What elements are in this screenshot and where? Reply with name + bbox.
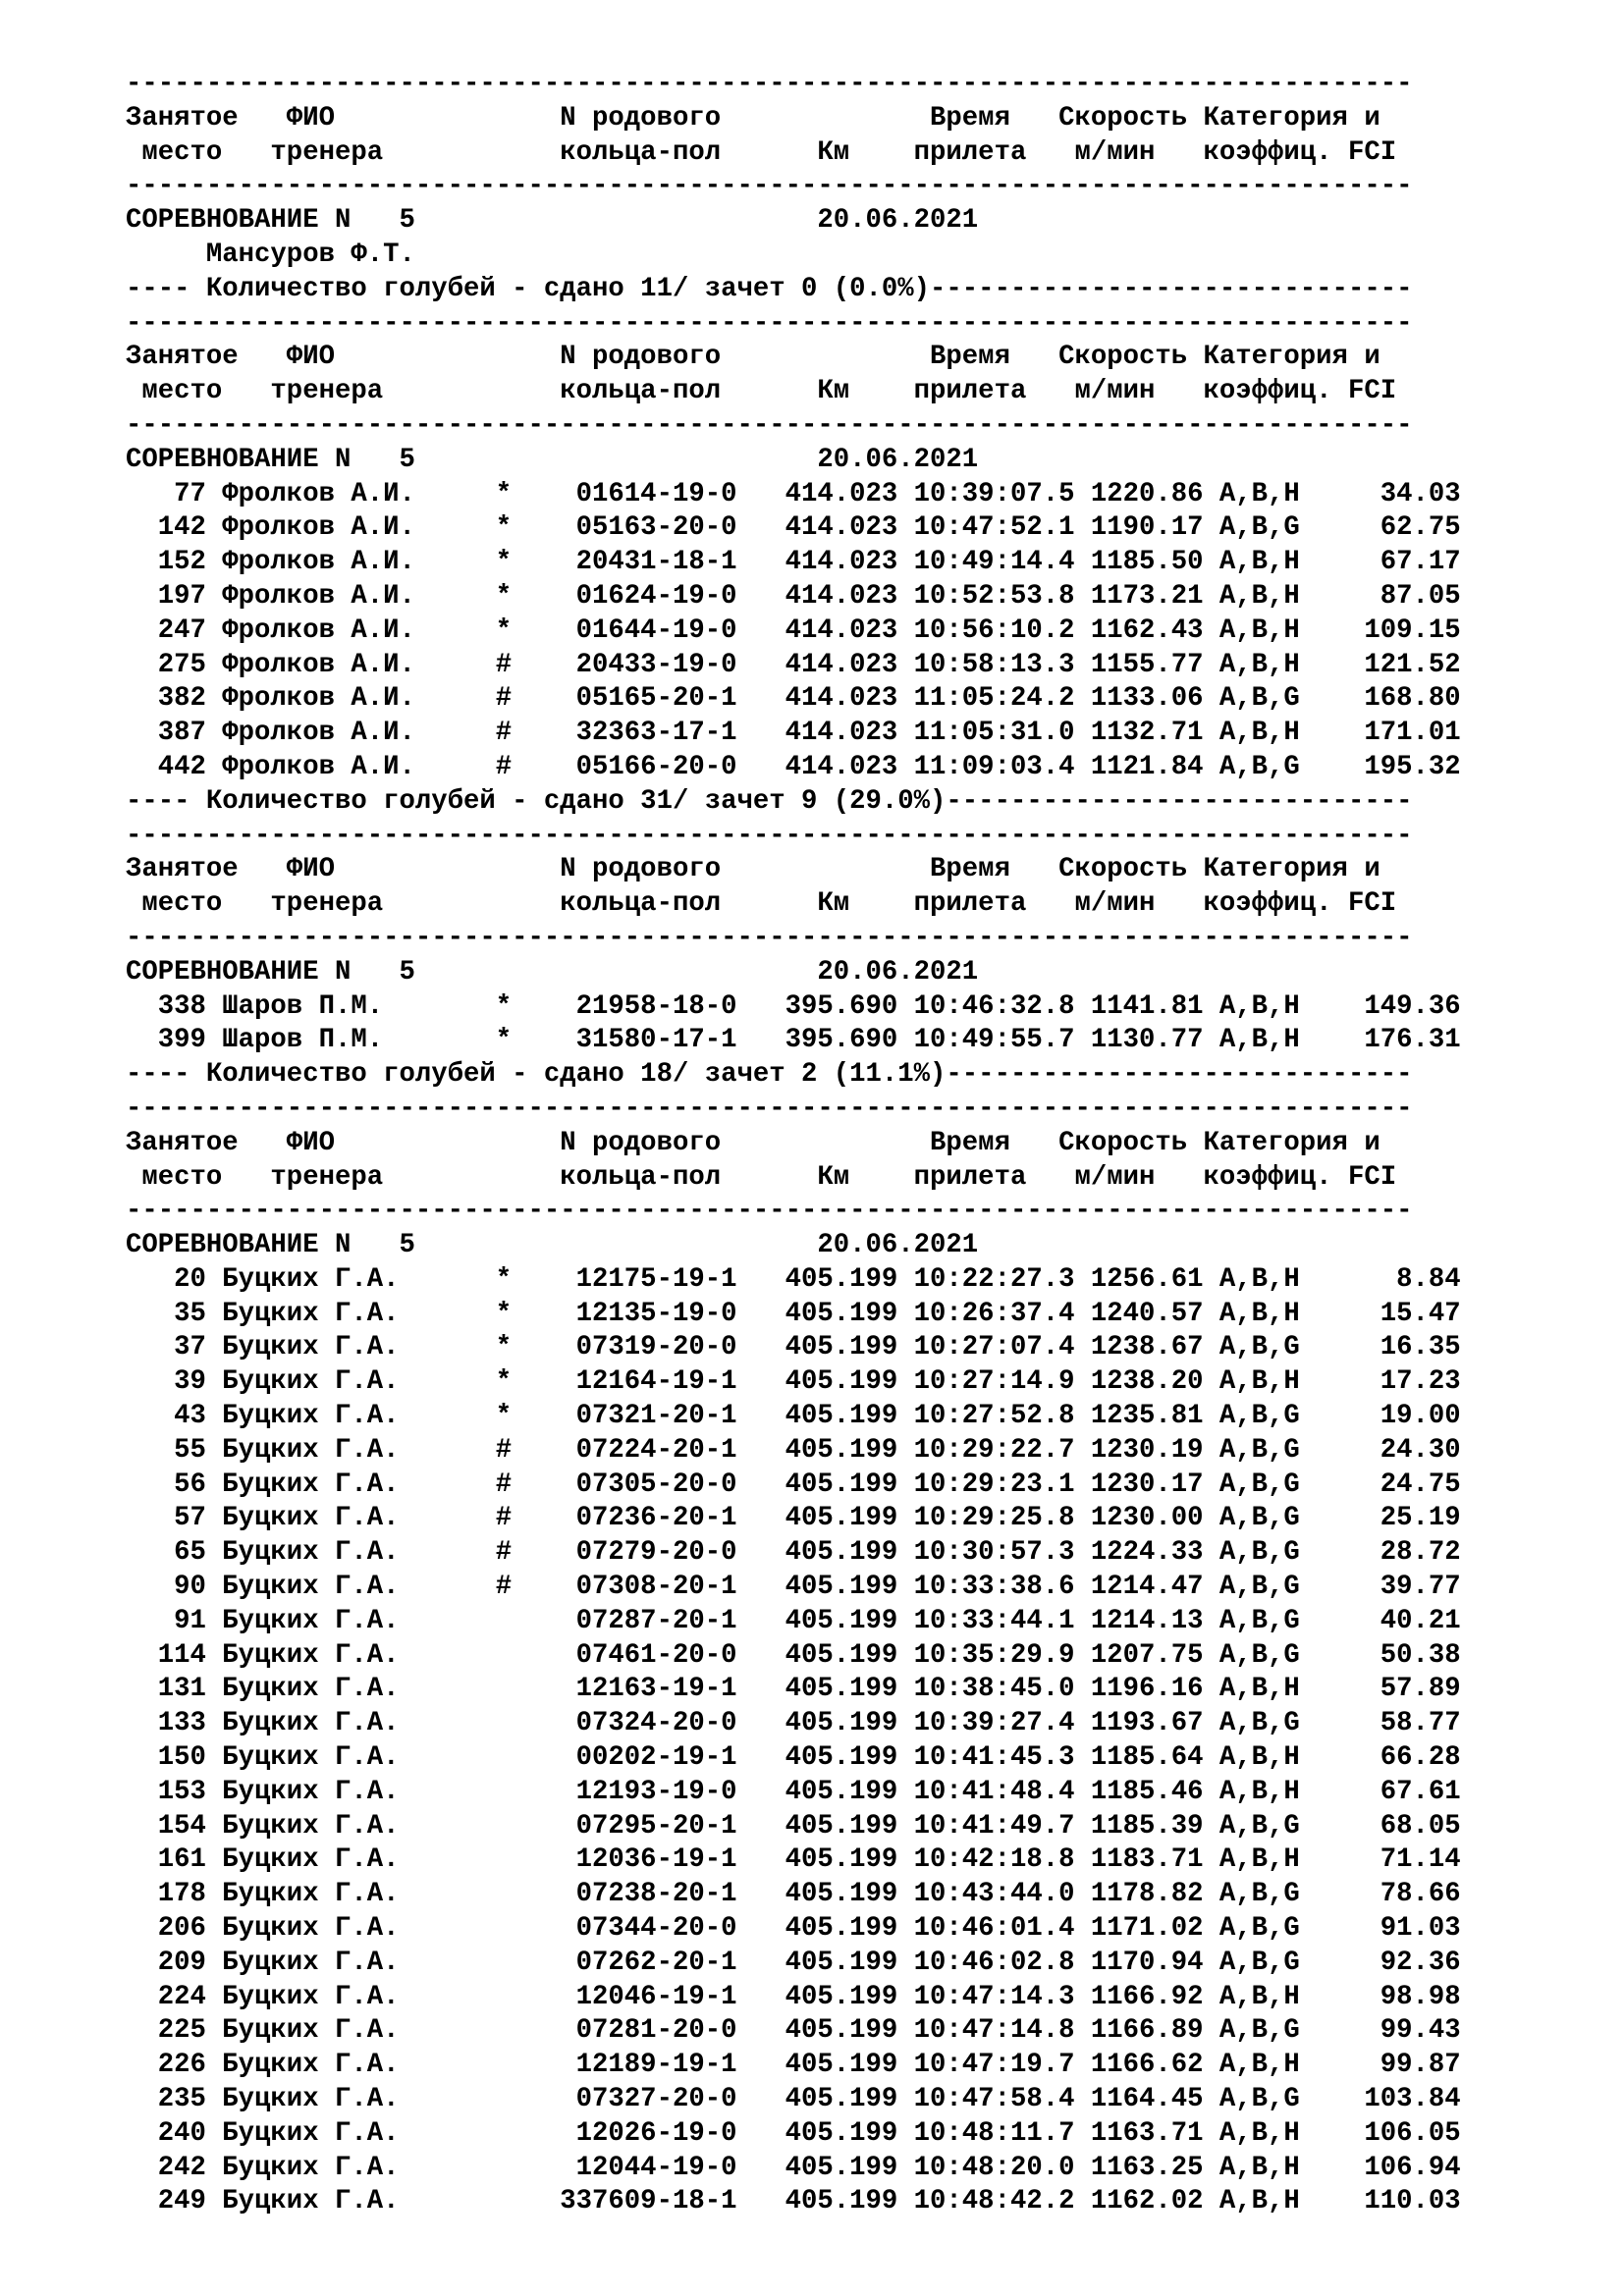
result-row: 206 Буцких Г.А. 07344-20-0 405.199 10:46:01.4 1171.02 A,B,G 91.03: [126, 1913, 1461, 1945]
result-row: 338 Шаров П.М. * 21958-18-0 395.690 10:46:32.8 1141.81 A,B,H 149.36: [126, 990, 1461, 1022]
competition-heading: СОРЕВНОВАНИЕ N 5 20.06.2021: [126, 444, 979, 475]
result-row: 39 Буцких Г.А. * 12164-19-1 405.199 10:27:14.9 1238.20 A,B,H 17.23: [126, 1366, 1461, 1398]
result-row: 382 Фролков А.И. # 05165-20-1 414.023 11:05:24.2 1133.06 A,B,G 168.80: [126, 683, 1461, 715]
result-row: 235 Буцких Г.А. 07327-20-0 405.199 10:47:58.4 1164.45 A,B,G 103.84: [126, 2084, 1461, 2115]
result-row: 133 Буцких Г.А. 07324-20-0 405.199 10:39:27.4 1193.67 A,B,G 58.77: [126, 1708, 1461, 1739]
result-row: 225 Буцких Г.А. 07281-20-0 405.199 10:47:14.8 1166.89 A,B,G 99.43: [126, 2015, 1461, 2047]
separator-line: --------------------------------------------------------------------------------: [126, 1196, 1413, 1227]
result-row: 226 Буцких Г.А. 12189-19-1 405.199 10:47:19.7 1166.62 A,B,H 99.87: [126, 2050, 1461, 2081]
result-row: 178 Буцких Г.А. 07238-20-1 405.199 10:43:44.0 1178.82 A,B,G 78.66: [126, 1879, 1461, 1910]
section-summary: ---- Количество голубей - сдано 11/ зачет 0 (0.0%)------------------------------: [126, 273, 1413, 304]
result-row: 114 Буцких Г.А. 07461-20-0 405.199 10:35:29.9 1207.75 A,B,G 50.38: [126, 1639, 1461, 1671]
result-row: 37 Буцких Г.А. * 07319-20-0 405.199 10:27:07.4 1238.67 A,B,G 16.35: [126, 1332, 1461, 1363]
result-row: 142 Фролков А.И. * 05163-20-0 414.023 10:47:52.1 1190.17 A,B,G 62.75: [126, 512, 1461, 544]
result-row: 57 Буцких Г.А. # 07236-20-1 405.199 10:29:25.8 1230.00 A,B,G 25.19: [126, 1503, 1461, 1534]
separator-line: --------------------------------------------------------------------------------: [126, 820, 1413, 851]
result-row: 35 Буцких Г.А. * 12135-19-0 405.199 10:26:37.4 1240.57 A,B,H 15.47: [126, 1298, 1461, 1329]
result-row: 77 Фролков А.И. * 01614-19-0 414.023 10:39:07.5 1220.86 A,B,H 34.03: [126, 478, 1461, 509]
result-row: 131 Буцких Г.А. 12163-19-1 405.199 10:38:45.0 1196.16 A,B,H 57.89: [126, 1674, 1461, 1705]
result-row: 91 Буцких Г.А. 07287-20-1 405.199 10:33:44.1 1214.13 A,B,G 40.21: [126, 1605, 1461, 1636]
separator-line: --------------------------------------------------------------------------------: [126, 171, 1413, 202]
results-printout: [126, 68, 1598, 2254]
competition-heading: СОРЕВНОВАНИЕ N 5 20.06.2021: [126, 205, 979, 237]
result-row: 442 Фролков А.И. # 05166-20-0 414.023 11:09:03.4 1121.84 A,B,G 195.32: [126, 751, 1461, 782]
result-row: 247 Фролков А.И. * 01644-19-0 414.023 10:56:10.2 1162.43 A,B,H 109.15: [126, 614, 1461, 646]
result-row: 399 Шаров П.М. * 31580-17-1 395.690 10:49:55.7 1130.77 A,B,H 176.31: [126, 1025, 1461, 1056]
result-row: 150 Буцких Г.А. 00202-19-1 405.199 10:41:45.3 1185.64 A,B,H 66.28: [126, 1742, 1461, 1774]
result-row: 387 Фролков А.И. # 32363-17-1 414.023 11:05:31.0 1132.71 A,B,H 171.01: [126, 718, 1461, 749]
result-row: 55 Буцких Г.А. # 07224-20-1 405.199 10:29:22.7 1230.19 A,B,G 24.30: [126, 1434, 1461, 1466]
result-row: 65 Буцких Г.А. # 07279-20-0 405.199 10:30:57.3 1224.33 A,B,G 28.72: [126, 1537, 1461, 1569]
result-row: 209 Буцких Г.А. 07262-20-1 405.199 10:46:02.8 1170.94 A,B,G 92.36: [126, 1947, 1461, 1978]
result-row: 154 Буцких Г.А. 07295-20-1 405.199 10:41:49.7 1185.39 A,B,G 68.05: [126, 1810, 1461, 1842]
separator-line: --------------------------------------------------------------------------------: [126, 922, 1413, 953]
result-row: 90 Буцких Г.А. # 07308-20-1 405.199 10:33:38.6 1214.47 A,B,G 39.77: [126, 1572, 1461, 1603]
column-header-line-1: Занятое ФИО N родового Время Скорость Категория и: [126, 102, 1380, 133]
column-header-line-2: место тренера кольца-пол Км прилета м/мин коэффиц. FCI: [126, 1161, 1397, 1193]
result-row: 20 Буцких Г.А. * 12175-19-1 405.199 10:22:27.3 1256.61 A,B,H 8.84: [126, 1263, 1461, 1295]
column-header-line-2: место тренера кольца-пол Км прилета м/мин коэффиц. FCI: [126, 376, 1397, 407]
result-row: 242 Буцких Г.А. 12044-19-0 405.199 10:48:20.0 1163.25 A,B,H 106.94: [126, 2152, 1461, 2183]
section-summary: ---- Количество голубей - сдано 18/ зачет 2 (11.1%)-----------------------------: [126, 1059, 1413, 1091]
result-row: 161 Буцких Г.А. 12036-19-1 405.199 10:42:18.8 1183.71 A,B,H 71.14: [126, 1844, 1461, 1876]
column-header-line-2: место тренера кольца-пол Км прилета м/мин коэффиц. FCI: [126, 888, 1397, 920]
competition-heading: СОРЕВНОВАНИЕ N 5 20.06.2021: [126, 1230, 979, 1261]
result-row: [126, 2219, 1598, 2254]
column-header-line-1: Занятое ФИО N родового Время Скорость Категория и: [126, 1127, 1380, 1158]
result-row: 152 Фролков А.И. * 20431-18-1 414.023 10:49:14.4 1185.50 A,B,H 67.17: [126, 547, 1461, 578]
column-header-line-2: место тренера кольца-пол Км прилета м/мин коэффиц. FCI: [126, 136, 1397, 168]
competition-heading: СОРЕВНОВАНИЕ N 5 20.06.2021: [126, 956, 979, 988]
section-summary: ---- Количество голубей - сдано 31/ зачет 9 (29.0%)-----------------------------: [126, 785, 1413, 817]
result-row: 153 Буцких Г.А. 12193-19-0 405.199 10:41:48.4 1185.46 A,B,H 67.61: [126, 1776, 1461, 1807]
result-row: 240 Буцких Г.А. 12026-19-0 405.199 10:48:11.7 1163.71 A,B,H 106.05: [126, 2117, 1461, 2149]
separator-line: --------------------------------------------------------------------------------: [126, 409, 1413, 441]
result-row: 249 Буцких Г.А. 337609-18-1 405.199 10:48:42.2 1162.02 A,B,H 110.03: [126, 2186, 1461, 2217]
column-header-line-1: Занятое ФИО N родового Время Скорость Категория и: [126, 854, 1380, 885]
separator-line: --------------------------------------------------------------------------------: [126, 69, 1413, 99]
result-row: 224 Буцких Г.А. 12046-19-1 405.199 10:47:14.3 1166.92 A,B,H 98.98: [126, 1981, 1461, 2012]
trainer-name: Мансуров Ф.Т.: [126, 239, 415, 270]
result-row: 56 Буцких Г.А. # 07305-20-0 405.199 10:29:23.1 1230.17 A,B,G 24.75: [126, 1468, 1461, 1500]
separator-line: --------------------------------------------------------------------------------: [126, 307, 1413, 339]
column-header-line-1: Занятое ФИО N родового Время Скорость Категория и: [126, 342, 1380, 373]
separator-line: --------------------------------------------------------------------------------: [126, 1093, 1413, 1124]
result-row: 43 Буцких Г.А. * 07321-20-1 405.199 10:27:52.8 1235.81 A,B,G 19.00: [126, 1401, 1461, 1432]
result-row: 197 Фролков А.И. * 01624-19-0 414.023 10:52:53.8 1173.21 A,B,H 87.05: [126, 580, 1461, 612]
result-row: 275 Фролков А.И. # 20433-19-0 414.023 10:58:13.3 1155.77 A,B,H 121.52: [126, 649, 1461, 680]
